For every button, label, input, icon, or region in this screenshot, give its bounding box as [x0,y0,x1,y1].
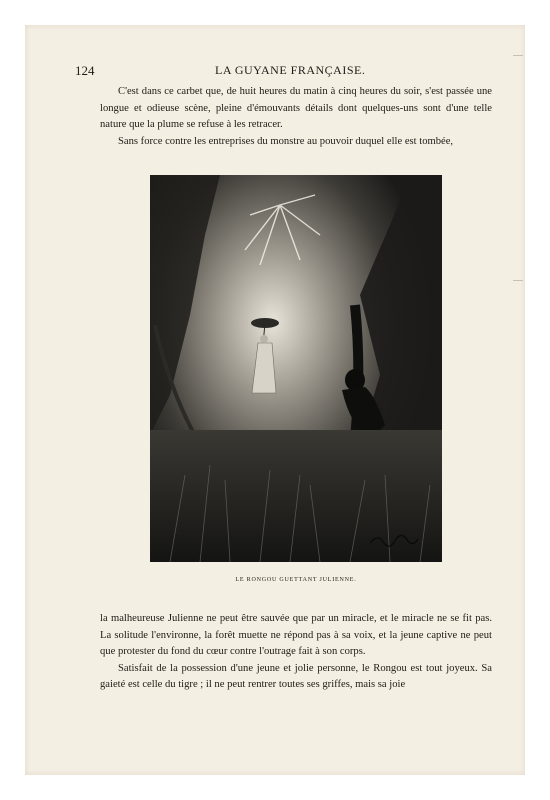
text-block-bottom [100,611,492,694]
illustration-caption: LE RONGOU GUETTANT JULIENNE. [235,577,357,583]
paragraph: la malheureuse Julienne ne peut être sauvée que par un miracle, et le miracle ne se fit pas. La solitude l'environne, la forêt muette ne répond pas à sa voix, et la jeune captive ne peut que protester du fond du cœur contre l'outrage fait à son corps. [100,613,492,657]
running-header [75,63,500,79]
page-edge-mark [513,280,523,281]
running-title: LA GUYANE FRANÇAISE. [215,63,366,77]
paragraph: C'est dans ce carbet que, de huit heures du matin à cinq heures du soir, s'est passée une longue et odieuse scène, pleine d'émouvants détails dont quelques-uns sont d'une telle nature que la plume se refuse à les retracer. [100,86,492,130]
engraving-illustration [150,175,442,562]
page-number: 124 [75,63,95,78]
paragraph: Sans force contre les entreprises du monstre au pouvoir duquel elle est tombée, [118,135,454,147]
text-block-top [100,84,492,150]
paragraph: Satisfait de la possession d'une jeune et jolie personne, le Rongou est tout joyeux. Sa gaieté est celle du tigre ; il ne peut rentrer toutes ses griffes, mais sa joie [100,662,492,690]
page-edge-mark [513,55,523,56]
